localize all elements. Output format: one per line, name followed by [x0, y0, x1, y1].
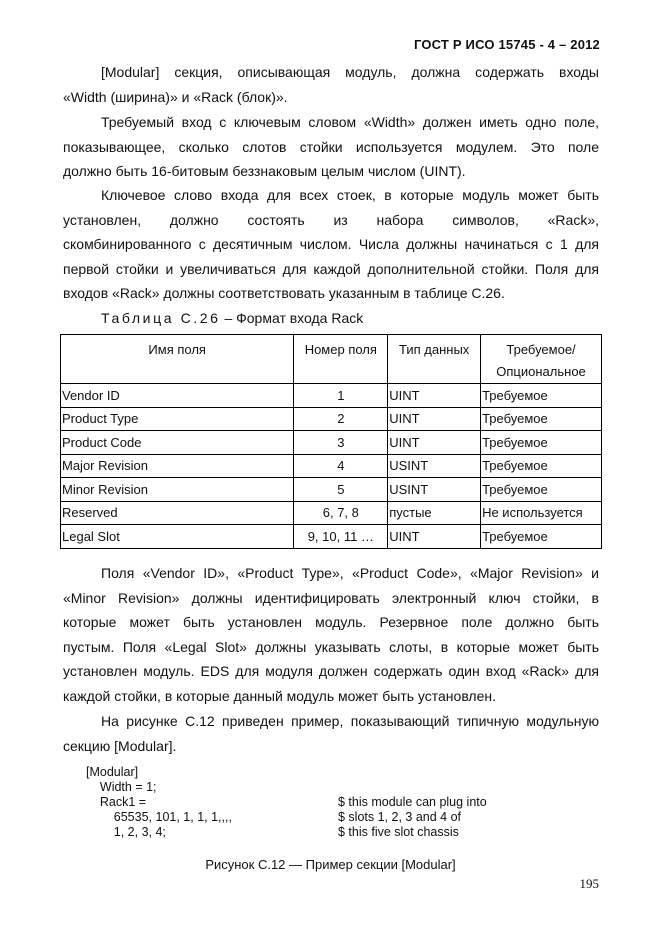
- table-row: [61, 431, 602, 455]
- text-line: показывающее, сколько слотов стойки используется модулем. Это поле: [63, 138, 599, 155]
- data-type-cell: USINT: [388, 454, 481, 478]
- table-caption: [101, 310, 363, 326]
- table-row: [61, 478, 602, 502]
- paragraph-3: [63, 183, 599, 306]
- text-line: «Width (ширина)» и «Rack (блок)».: [63, 88, 288, 105]
- table-row: [61, 501, 602, 525]
- requirement-cell: Требуемое: [481, 407, 602, 431]
- text-line: первой стойки и увеличиваться для каждой дополнительной стойки. Поля для: [63, 260, 599, 277]
- text-line: Поля «Vendor ID», «Product Type», «Product Code», «Major Revision» и: [101, 565, 599, 581]
- data-type-cell: UINT: [388, 525, 481, 549]
- text-line: Требуемый вход с ключевым словом «Width» должен иметь одно поле,: [101, 114, 599, 130]
- data-type-cell: USINT: [388, 478, 481, 502]
- field-number-cell: 3: [294, 431, 388, 455]
- field-name-cell: Vendor ID: [61, 384, 294, 408]
- field-number-cell: 4: [294, 454, 388, 478]
- data-type-cell: пустые: [388, 501, 481, 525]
- requirement-cell: Требуемое: [481, 431, 602, 455]
- field-number-cell: 2: [294, 407, 388, 431]
- text-line: секцию [Modular].: [63, 737, 177, 754]
- text-line: скомбинированного с десятичным числом. Числа должны начинаться с 1 для: [63, 236, 599, 252]
- field-name-cell: Reserved: [61, 501, 294, 525]
- field-name-cell: Minor Revision: [61, 478, 294, 502]
- requirement-cell: Требуемое: [481, 454, 602, 478]
- text-line: которые может быть установлен модуль. Резервное поле должно быть: [63, 614, 599, 630]
- table-row: [61, 525, 602, 549]
- text-line: [Modular] секция, описывающая модуль, должна содержать входы: [101, 64, 599, 80]
- text-line: входов «Rack» должны соответствовать указанным в таблице С.26.: [63, 285, 505, 301]
- column-header: Имя поля: [61, 335, 294, 384]
- field-name-cell: Product Type: [61, 407, 294, 431]
- text-line: должно быть 16-битовым беззнаковым целым числом (UINT).: [63, 163, 466, 179]
- page-number: 195: [579, 876, 599, 891]
- requirement-cell: Требуемое: [481, 525, 602, 549]
- table-row: [61, 384, 602, 408]
- column-header: Тип данных: [388, 335, 481, 384]
- paragraph-1: [63, 60, 599, 109]
- field-name-cell: Legal Slot: [61, 525, 294, 549]
- text-line: установлен модуль. EDS для модуля должен содержать один вход «Rack» для: [63, 663, 599, 679]
- paragraph-5: [63, 709, 599, 758]
- text-line: На рисунке С.12 приведен пример, показывающий типичную модульную: [101, 713, 599, 729]
- code-example: [Modular] Width = 1; Rack1 = 65535, 101, 1, 1, 1,,,, 1, 2, 3, 4;: [86, 765, 232, 839]
- table-caption-label: Таблица С.26: [101, 310, 221, 326]
- rack-format-table: [60, 334, 602, 549]
- column-header: Номер поля: [294, 335, 388, 384]
- field-name-cell: Major Revision: [61, 454, 294, 478]
- text-line: каждой стойки, в которые данный модуль может быть установлен.: [63, 687, 497, 704]
- text-line: Ключевое слово входа для всех стоек, в которые модуль может быть: [101, 187, 599, 203]
- paragraph-4: [63, 561, 599, 708]
- text-line: «Minor Revision» должны идентифицировать электронный ключ стойки, в: [63, 589, 599, 606]
- figure-caption: Рисунок С.12 — Пример секции [Modular]: [205, 857, 456, 872]
- requirement-cell: Не используется: [481, 501, 602, 525]
- field-name-cell: Product Code: [61, 431, 294, 455]
- text-line: пустым. Поля «Legal Slot» должны указывать слоты, в которые может быть: [63, 638, 599, 655]
- data-type-cell: UINT: [388, 407, 481, 431]
- requirement-cell: Требуемое: [481, 384, 602, 408]
- field-number-cell: 9, 10, 11 …: [294, 525, 388, 549]
- data-type-cell: UINT: [388, 431, 481, 455]
- text-line: установлен, должно состоять из набора символов, «Rack»,: [63, 211, 599, 228]
- document-header: ГОСТ Р ИСО 15745 - 4 – 2012: [413, 37, 600, 52]
- code-comments: $ this module can plug into $ slots 1, 2, 3 and 4 of $ this five slot chassis: [338, 795, 487, 839]
- table-row: [61, 407, 602, 431]
- data-type-cell: UINT: [388, 384, 481, 408]
- requirement-cell: Требуемое: [481, 478, 602, 502]
- table-header-row: [61, 335, 602, 384]
- field-number-cell: 5: [294, 478, 388, 502]
- paragraph-2: [63, 110, 599, 184]
- table-caption-text: – Формат входа Rack: [220, 310, 364, 326]
- field-number-cell: 1: [294, 384, 388, 408]
- column-header: Требуемое/ Опциональное: [481, 335, 602, 384]
- table-row: [61, 454, 602, 478]
- field-number-cell: 6, 7, 8: [294, 501, 388, 525]
